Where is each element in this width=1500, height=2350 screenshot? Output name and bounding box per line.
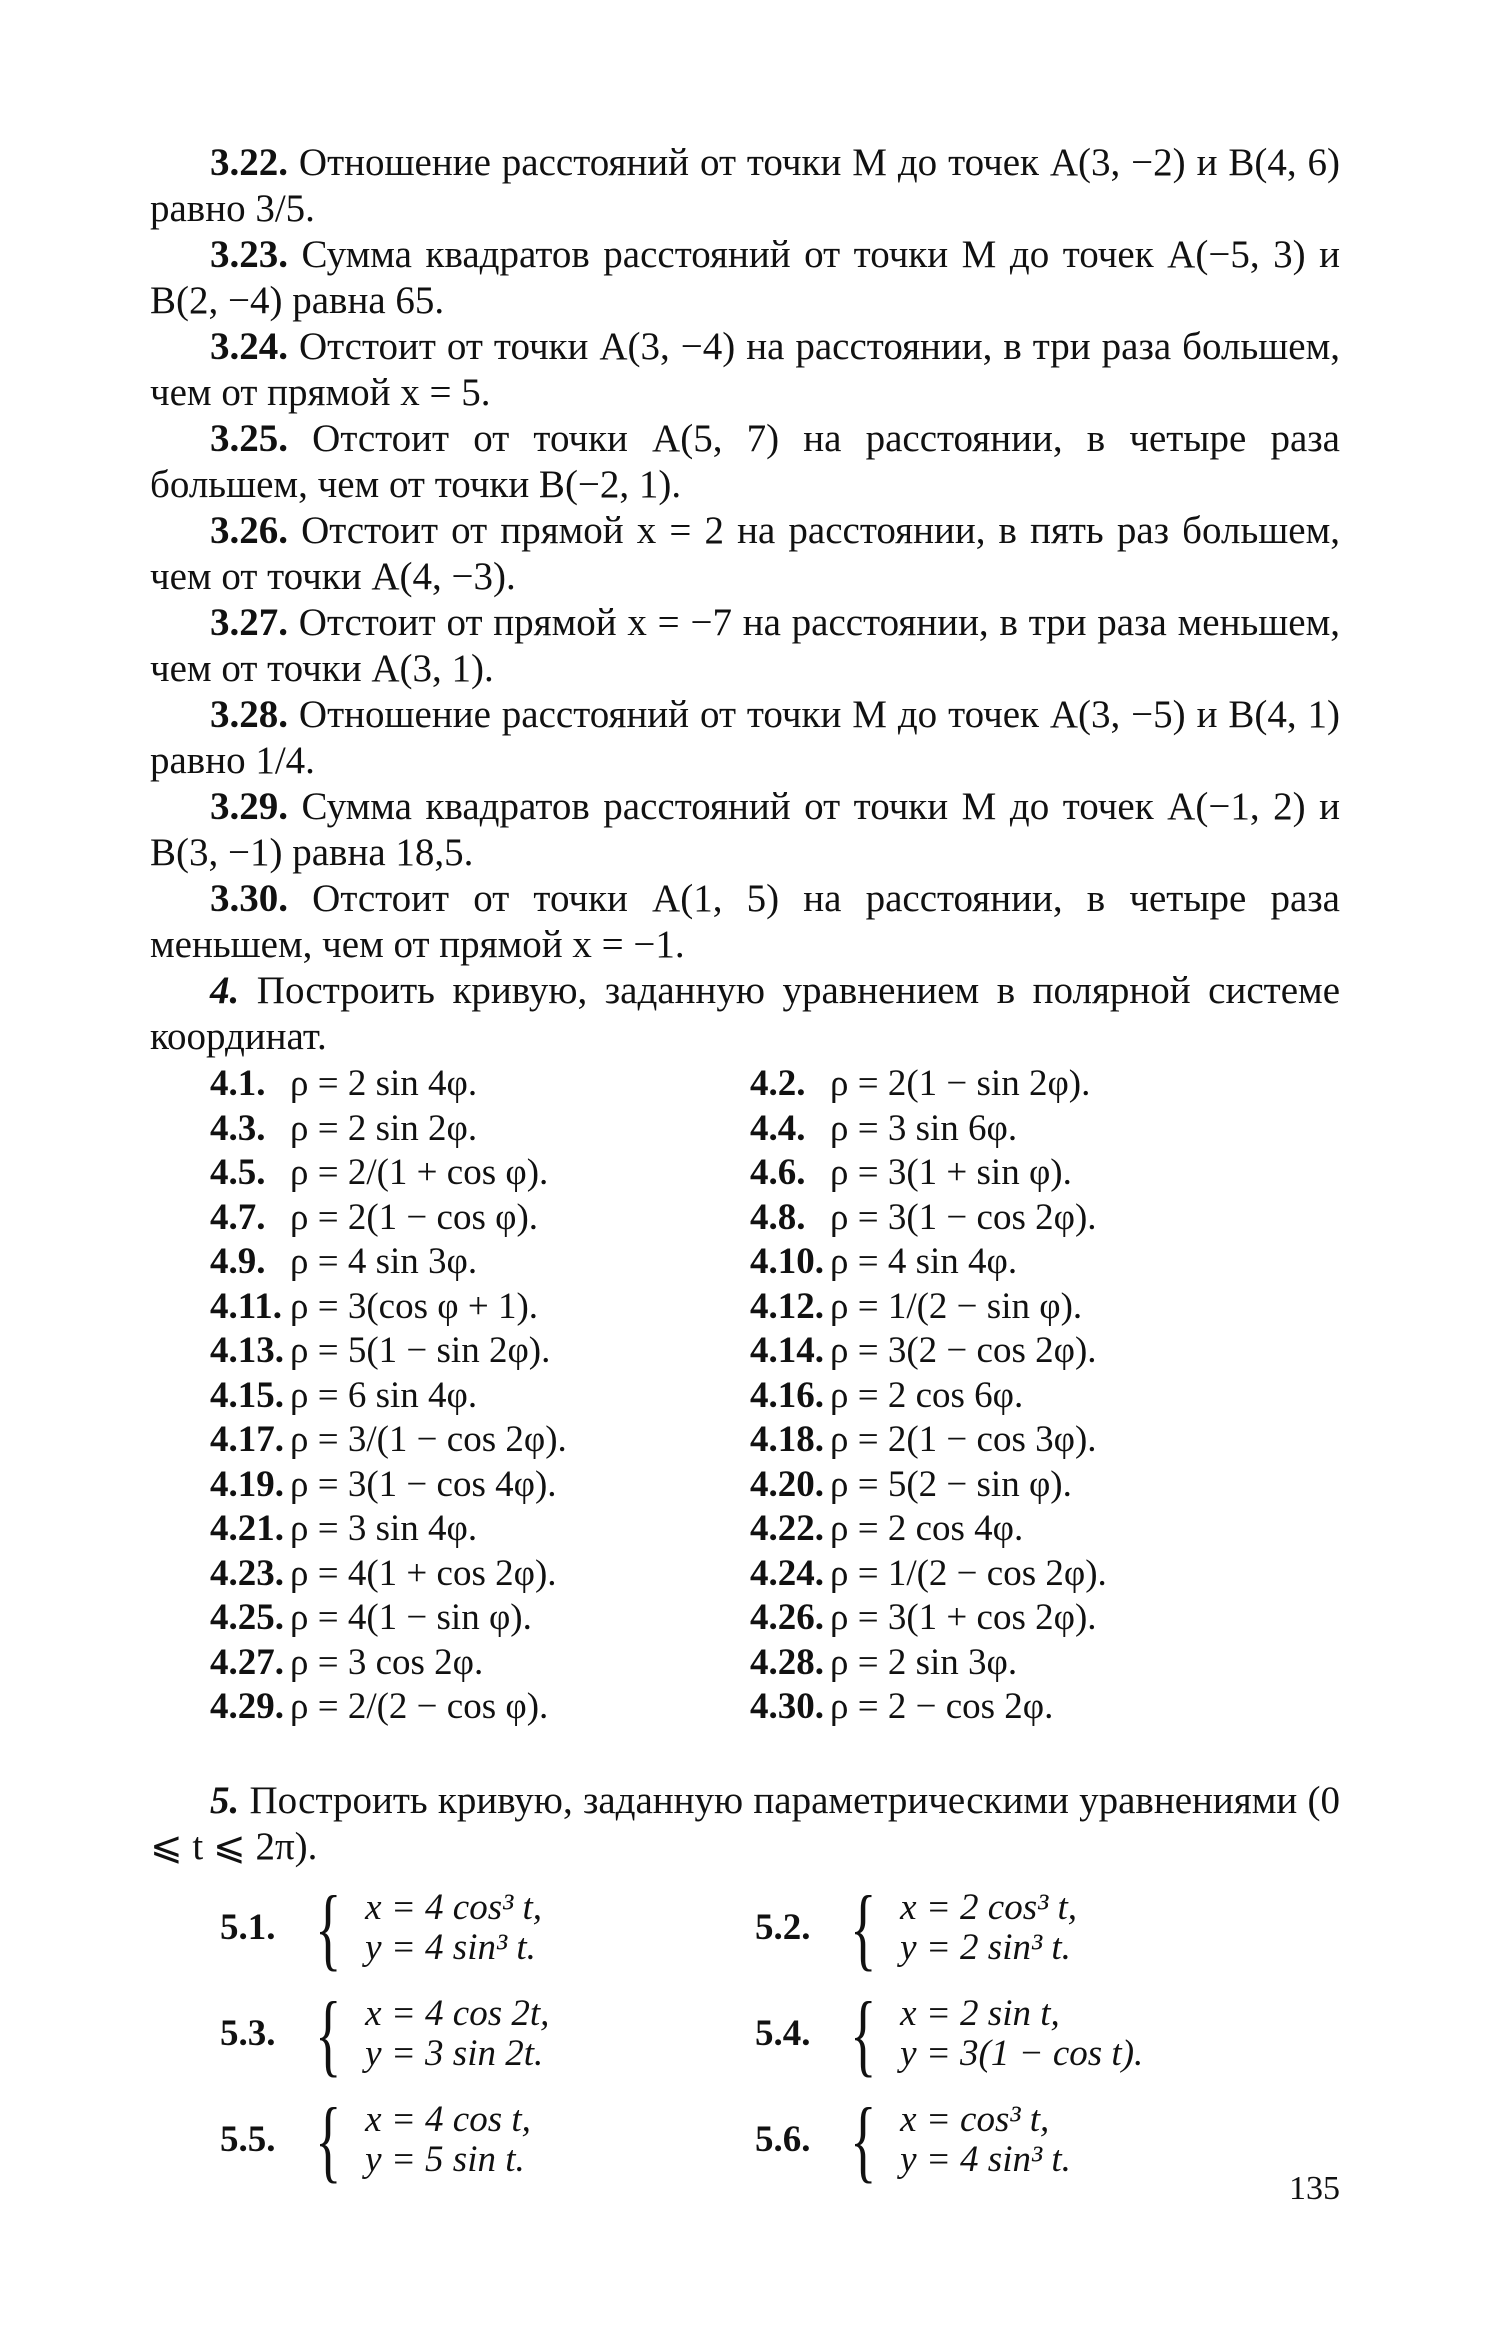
item-number: 4.1.	[210, 1063, 266, 1104]
polar-equation: ρ = 1/(2 − cos 2φ).	[830, 1552, 1107, 1594]
polar-equation: ρ = 4 sin 4φ.	[830, 1241, 1018, 1282]
item-number: 4.7.	[210, 1196, 266, 1238]
parametric-system: { x = cos³ t, y = 4 sin³ t.	[850, 2088, 1071, 2191]
polar-equation: ρ = 2 sin 2φ.	[290, 1107, 478, 1149]
polar-equation: ρ = 3(1 − cos 2φ).	[830, 1196, 1097, 1238]
item-number: 4.8.	[750, 1196, 806, 1238]
polar-equation: ρ = 2/(2 − cos φ).	[290, 1686, 549, 1727]
item-number: 4.14.	[750, 1330, 824, 1371]
problem-3-24: 3.24. Отстоит от точки А(3, −4) на расстоянии, в три раза большем, чем от прямой x = 5.	[150, 325, 1340, 414]
polar-equation: ρ = 3(cos φ + 1).	[290, 1285, 539, 1327]
polar-equation: ρ = 2 sin 3φ.	[830, 1641, 1018, 1683]
polar-equation: ρ = 2(1 − sin 2φ).	[830, 1063, 1091, 1104]
polar-equations-list	[210, 1062, 1340, 1730]
item-number: 4.21.	[210, 1508, 284, 1549]
item-number: 5.3.	[220, 2013, 276, 2054]
section-4-heading: 4. Построить кривую, заданную уравнением в полярной системе координат.	[150, 969, 1341, 1058]
brace-icon: {	[315, 1876, 342, 1979]
item-number: 5.4.	[755, 2013, 811, 2054]
problem-3-25: 3.25. Отстоит от точки А(5, 7) на расстоянии, в четыре раза большем, чем от точки В(−2, 1).	[150, 417, 1340, 506]
item-number: 4.11.	[210, 1285, 282, 1327]
item-number: 4.24.	[750, 1552, 824, 1594]
item-number: 4.16.	[750, 1374, 824, 1416]
problem-3-23: 3.23. Сумма квадратов расстояний от точки М до точек А(−5, 3) и В(2, −4) равна 65.	[150, 233, 1341, 322]
polar-equation: ρ = 4 sin 3φ.	[290, 1241, 478, 1282]
problem-3-27: 3.27. Отстоит от прямой x = −7 на расстоянии, в три раза меньшем, чем от точки А(3, 1).	[150, 601, 1341, 690]
item-number: 5.6.	[755, 2119, 811, 2160]
polar-equation: ρ = 4(1 + cos 2φ).	[290, 1552, 557, 1594]
polar-equation: ρ = 3(1 + sin φ).	[830, 1152, 1072, 1193]
polar-equation: ρ = 1/(2 − sin φ).	[830, 1285, 1083, 1327]
polar-equation: ρ = 2 cos 4φ.	[830, 1508, 1024, 1549]
item-number: 4.18.	[750, 1419, 824, 1460]
item-number: 4.13.	[210, 1330, 284, 1371]
polar-equation: ρ = 3 sin 6φ.	[830, 1107, 1018, 1149]
problem-3-26: 3.26. Отстоит от прямой x = 2 на расстоянии, в пять раз большем, чем от точки А(4, −3).	[150, 509, 1341, 598]
polar-equation: ρ = 2 − cos 2φ.	[830, 1686, 1054, 1727]
brace-icon: {	[850, 1876, 877, 1979]
brace-icon: {	[315, 1982, 342, 2085]
polar-equation: ρ = 5(2 − sin φ).	[830, 1463, 1072, 1505]
polar-equation: ρ = 3 sin 4φ.	[290, 1508, 478, 1549]
item-number: 4.5.	[210, 1152, 266, 1193]
polar-equation: ρ = 3(1 + cos 2φ).	[830, 1597, 1097, 1638]
polar-equation: ρ = 2/(1 + cos φ).	[290, 1152, 549, 1193]
item-number: 4.28.	[750, 1641, 824, 1683]
item-number: 4.6.	[750, 1152, 806, 1193]
item-number: 5.2.	[755, 1907, 811, 1948]
polar-equation: ρ = 2 sin 4φ.	[290, 1063, 478, 1104]
item-number: 4.20.	[750, 1463, 824, 1505]
page-number: 135	[1289, 2170, 1340, 2207]
polar-equation: ρ = 5(1 − sin 2φ).	[290, 1330, 551, 1371]
item-number: 4.29.	[210, 1686, 284, 1727]
item-number: 4.10.	[750, 1241, 824, 1282]
item-number: 5.1.	[220, 1907, 276, 1948]
parametric-system: { x = 4 cos t, y = 5 sin t.	[315, 2088, 531, 2191]
brace-icon: {	[315, 2088, 342, 2191]
problem-3-22: 3.22. Отношение расстояний от точки М до точек А(3, −2) и В(4, 6) равно 3/5.	[150, 141, 1340, 230]
section-5-heading: 5. Построить кривую, заданную параметрическими уравнениями (0 ⩽ t ⩽ 2π).	[150, 1778, 1340, 1868]
item-number: 4.15.	[210, 1374, 284, 1416]
item-number: 4.26.	[750, 1597, 824, 1638]
polar-equation: ρ = 3/(1 − cos 2φ).	[290, 1419, 567, 1460]
parametric-system: { x = 4 cos 2t, y = 3 sin 2t.	[315, 1982, 550, 2085]
polar-equation: ρ = 2 cos 6φ.	[830, 1374, 1024, 1416]
item-number: 4.27.	[210, 1641, 284, 1683]
item-number: 4.22.	[750, 1508, 824, 1549]
item-number: 4.4.	[750, 1107, 806, 1149]
polar-equation: ρ = 6 sin 4φ.	[290, 1374, 478, 1416]
item-number: 4.2.	[750, 1063, 806, 1104]
parametric-system: { x = 4 cos³ t, y = 4 sin³ t.	[315, 1876, 543, 1979]
item-number: 4.9.	[210, 1241, 266, 1282]
parametric-system: { x = 2 cos³ t, y = 2 sin³ t.	[850, 1876, 1078, 1979]
item-number: 4.19.	[210, 1463, 284, 1505]
polar-equation: ρ = 3 cos 2φ.	[290, 1641, 484, 1683]
polar-equation: ρ = 2(1 − cos φ).	[290, 1196, 539, 1238]
item-number: 4.3.	[210, 1107, 266, 1149]
polar-equation: ρ = 3(2 − cos 2φ).	[830, 1330, 1097, 1371]
problem-3-30: 3.30. Отстоит от точки А(1, 5) на расстоянии, в четыре раза меньшем, чем от прямой x = −1.	[150, 877, 1340, 966]
item-number: 5.5.	[220, 2119, 276, 2160]
item-number: 4.12.	[750, 1285, 824, 1327]
item-number: 4.30.	[750, 1686, 824, 1727]
polar-equation: ρ = 4(1 − sin φ).	[290, 1597, 532, 1638]
item-number: 4.17.	[210, 1419, 284, 1460]
problem-3-29: 3.29. Сумма квадратов расстояний от точки М до точек А(−1, 2) и В(3, −1) равна 18,5.	[150, 785, 1341, 874]
problem-3-28: 3.28. Отношение расстояний от точки М до точек А(3, −5) и В(4, 1) равно 1/4.	[150, 693, 1340, 782]
parametric-system: { x = 2 sin t, y = 3(1 − cos t).	[850, 1982, 1144, 2085]
polar-equation: ρ = 2(1 − cos 3φ).	[830, 1419, 1097, 1460]
brace-icon: {	[850, 1982, 877, 2085]
polar-equation: ρ = 3(1 − cos 4φ).	[290, 1463, 557, 1505]
brace-icon: {	[850, 2088, 877, 2191]
item-number: 4.25.	[210, 1597, 284, 1638]
item-number: 4.23.	[210, 1552, 284, 1594]
